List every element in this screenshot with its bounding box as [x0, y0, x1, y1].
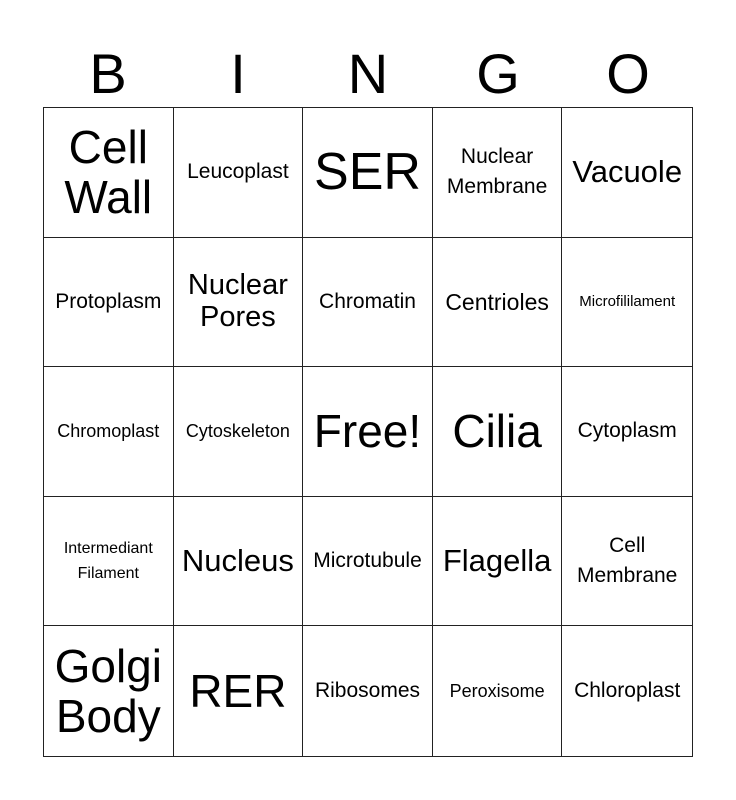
bingo-cell[interactable] — [174, 497, 304, 627]
cell-label: Microtubule — [313, 548, 422, 572]
cell-label: Intermediant Filament — [63, 539, 153, 583]
cell-label: Free! — [313, 405, 422, 458]
cell-label: Peroxisome — [449, 681, 545, 702]
cell-label: Centrioles — [445, 288, 549, 315]
header-letter-o: O — [606, 42, 650, 105]
bingo-cell[interactable] — [44, 238, 174, 368]
cell-label: Nucleus — [181, 542, 294, 578]
bingo-cell[interactable] — [303, 238, 433, 368]
bingo-cell[interactable] — [562, 238, 692, 368]
bingo-cell[interactable] — [433, 497, 563, 627]
bingo-cell[interactable] — [562, 367, 692, 497]
cell-label: Microfililament — [579, 293, 676, 311]
cell-label: Cytoskeleton — [185, 421, 290, 442]
cell-label: Leucoplast — [187, 160, 289, 184]
cell-label: Cilia — [452, 405, 542, 458]
cell-label: SER — [314, 142, 421, 201]
bingo-card — [43, 107, 693, 757]
bingo-header — [43, 42, 693, 106]
cell-label: Chloroplast — [574, 678, 681, 702]
cell-label: Nuclear Membrane — [446, 144, 548, 199]
cell-label: Nuclear Pores — [187, 269, 288, 333]
header-letter-g: G — [476, 42, 520, 105]
bingo-cell[interactable] — [44, 108, 174, 238]
bingo-cell[interactable] — [303, 497, 433, 627]
bingo-cell[interactable] — [562, 108, 692, 238]
bingo-cell[interactable] — [562, 626, 692, 756]
bingo-cell[interactable] — [433, 238, 563, 368]
cell-label: Cell Wall — [64, 120, 153, 224]
bingo-cell[interactable] — [174, 108, 304, 238]
cell-label: Chromatin — [319, 289, 416, 313]
bingo-cell[interactable] — [174, 238, 304, 368]
cell-label: Cytoplasm — [577, 419, 677, 443]
cell-label: Golgi Body — [54, 639, 162, 743]
cell-label: Chromoplast — [57, 421, 160, 442]
bingo-cell[interactable] — [44, 497, 174, 627]
bingo-cell[interactable] — [174, 367, 304, 497]
header-letter-n: N — [347, 42, 389, 105]
bingo-cell[interactable] — [174, 626, 304, 756]
cell-label: RER — [189, 664, 287, 717]
bingo-cell[interactable] — [44, 626, 174, 756]
free-space[interactable] — [303, 367, 433, 497]
bingo-cell[interactable] — [303, 626, 433, 756]
bingo-cell[interactable] — [303, 108, 433, 238]
header-letter-i: I — [230, 42, 246, 105]
bingo-cell[interactable] — [44, 367, 174, 497]
bingo-cell[interactable] — [433, 626, 563, 756]
cell-label: Cell Membrane — [576, 533, 678, 588]
cell-label: Ribosomes — [314, 678, 421, 702]
bingo-cell[interactable] — [562, 497, 692, 627]
bingo-cell[interactable] — [433, 108, 563, 238]
header-letter-b: B — [89, 42, 127, 105]
cell-label: Protoplasm — [55, 289, 162, 313]
cell-label: Vacuole — [572, 154, 683, 190]
bingo-cell[interactable] — [433, 367, 563, 497]
cell-label: Flagella — [442, 542, 552, 578]
